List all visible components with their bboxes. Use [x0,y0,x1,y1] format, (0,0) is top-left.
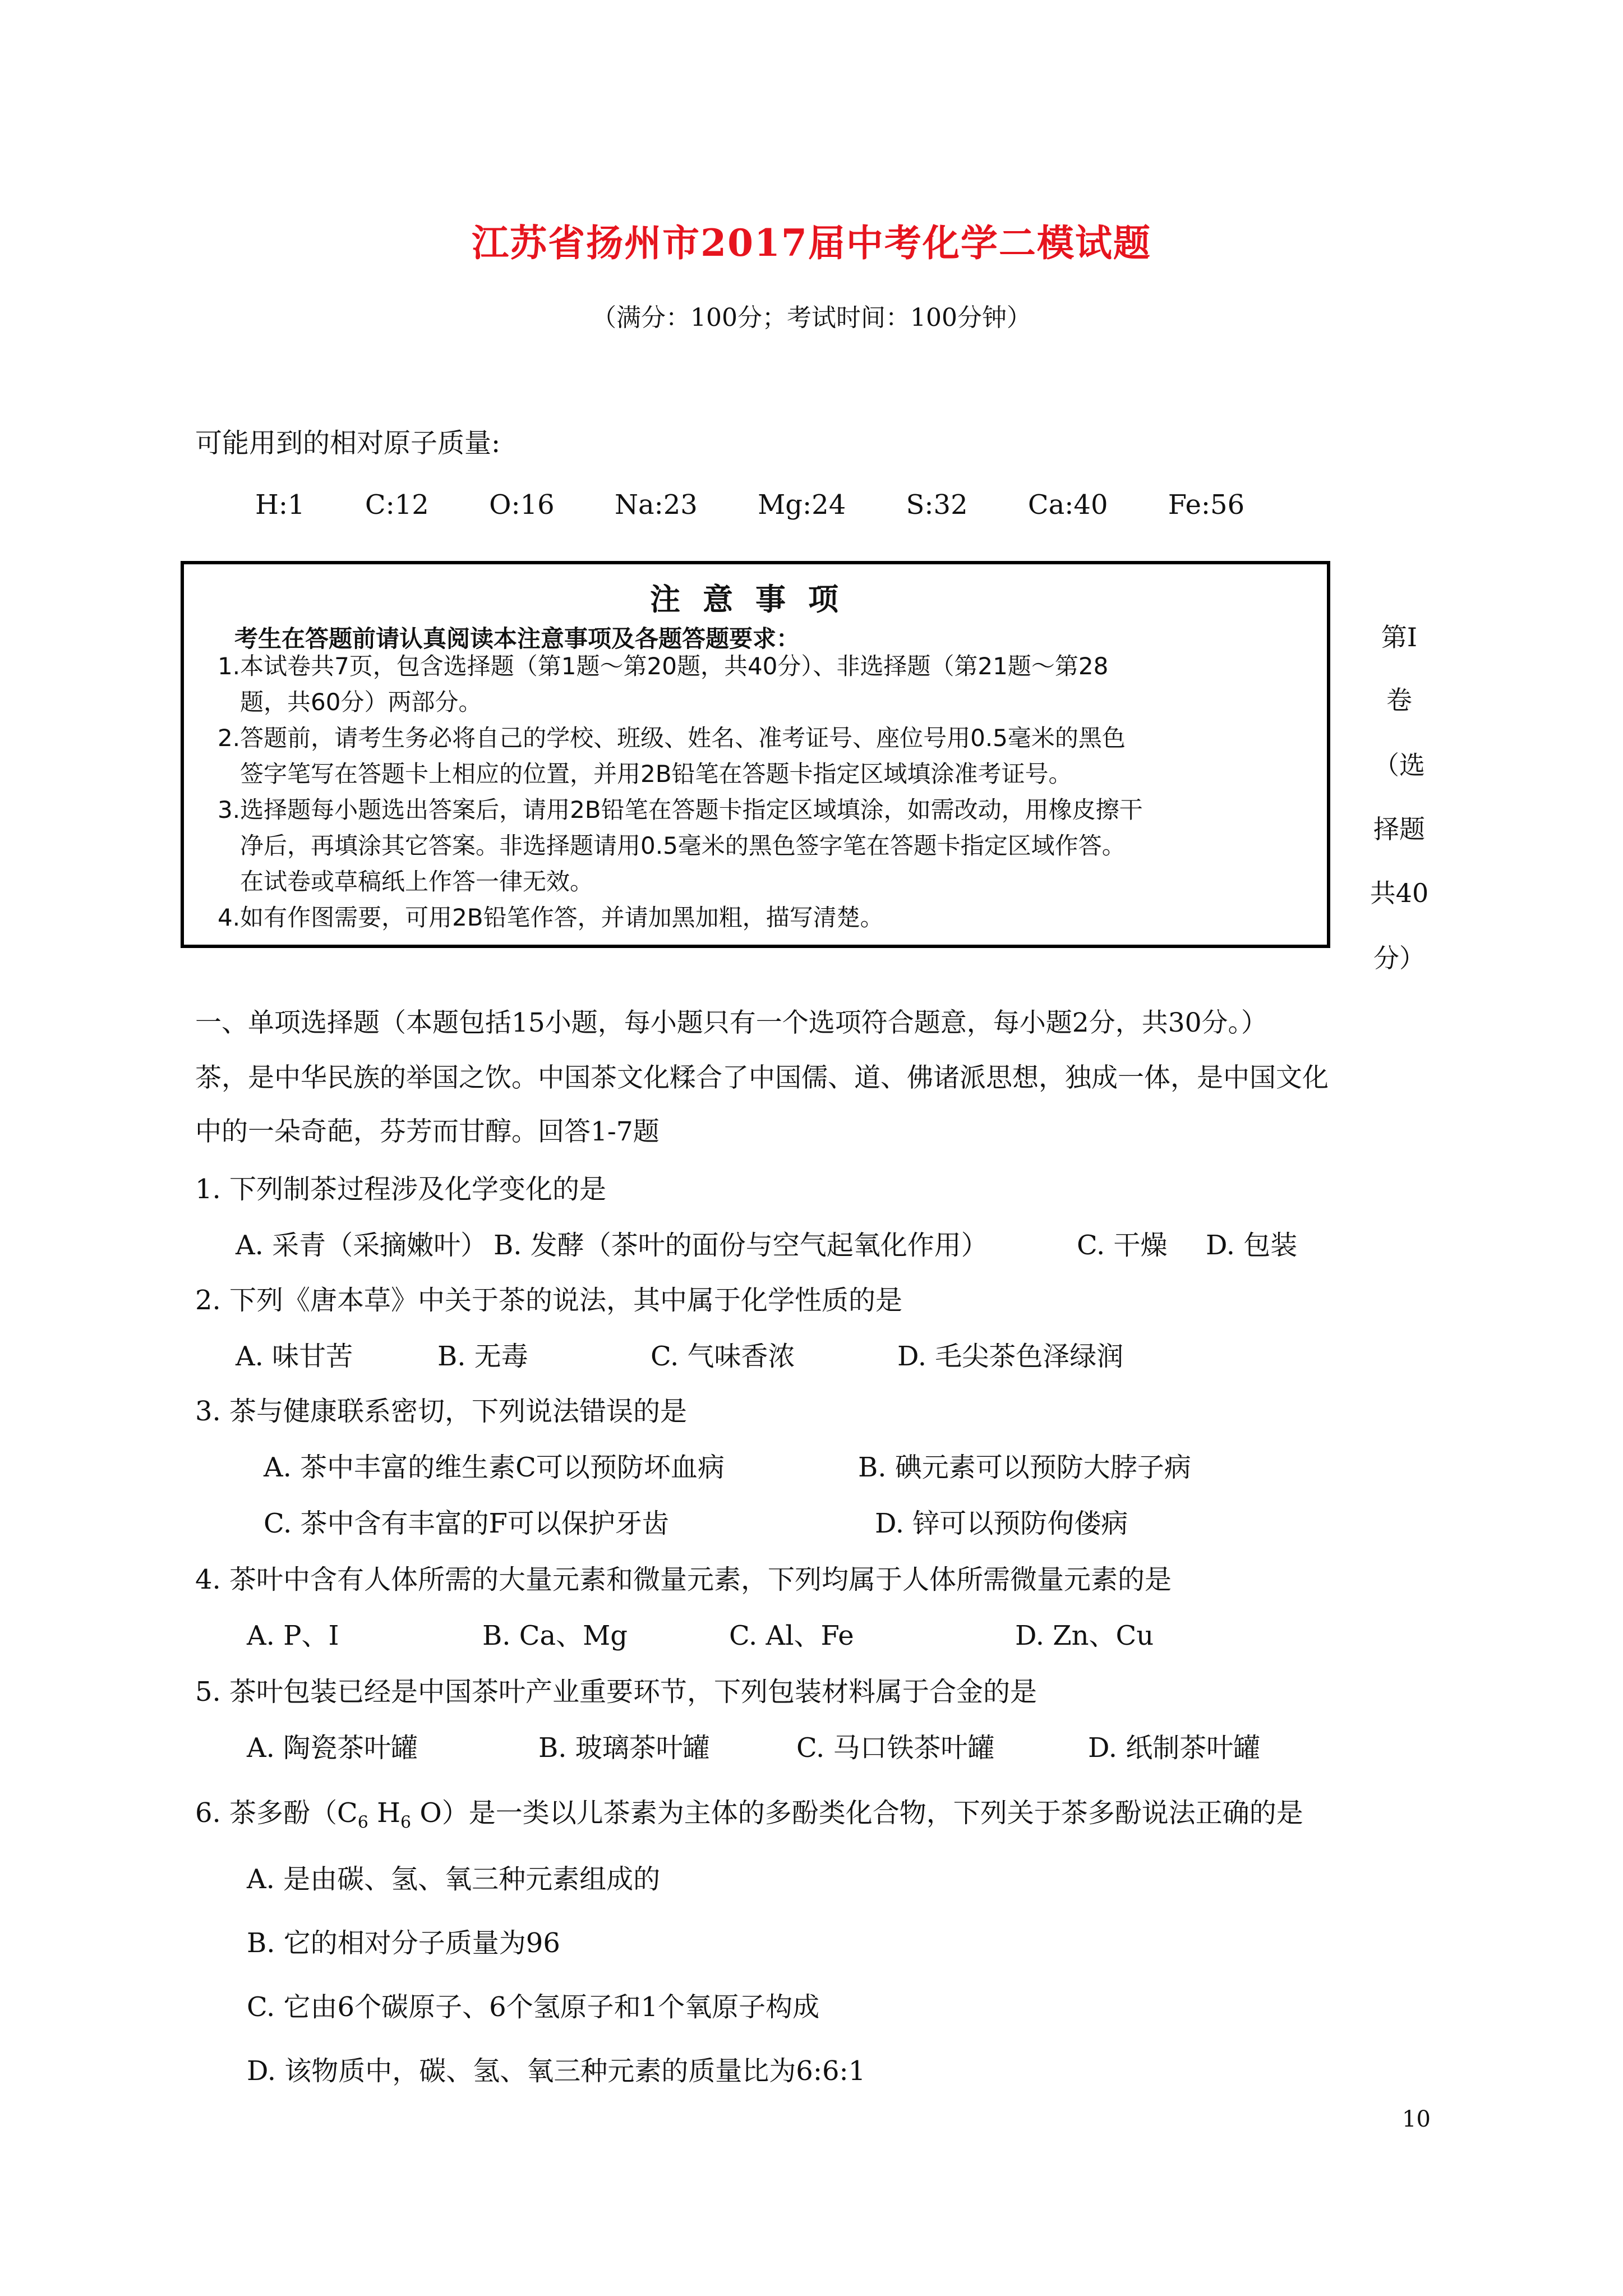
atomic-mass-item: S:32 [906,489,968,521]
question-option: C. 干燥 [1077,1230,1168,1261]
question-option: C. 它由6个碳原子、6个氢原子和1个氧原子构成 [247,1991,820,2023]
notice-line: 题，共60分）两部分。 [240,688,482,716]
question-option: A. 采青（采摘嫩叶） [236,1230,488,1261]
section-heading: 一、单项选择题（本题包括15小题，每小题只有一个选项符合题意，每小题2分，共30分。） [195,1007,1268,1038]
atomic-mass-item: Mg:24 [758,489,846,521]
question-option: A. 茶中丰富的维生素C可以预防坏血病 [264,1452,725,1483]
side-label-line: 共40 [1370,878,1429,908]
subscript: 6 [400,1812,412,1833]
question-option: A. 陶瓷茶叶罐 [247,1732,418,1764]
question-option: B. 它的相对分子质量为96 [247,1927,560,1959]
atomic-mass-item: C:12 [365,489,429,521]
question-option: A. 是由碳、氢、氧三种元素组成的 [247,1864,661,1895]
exam-info: （满分：100分；考试时间：100分钟） [592,303,1031,332]
atomic-mass-item: H:1 [255,489,305,521]
question-option: D. 锌可以预防佝偻病 [875,1508,1128,1539]
question-option: D. 毛尖茶色泽绿润 [897,1341,1124,1372]
question-stem [195,1795,1303,1841]
question-stem: 4. 茶叶中含有人体所需的大量元素和微量元素，下列均属于人体所需微量元素的是 [195,1564,1172,1595]
section-intro: 中的一朵奇葩，芬芳而甘醇。回答1-7题 [195,1116,660,1147]
side-label-line: 卷 [1386,685,1412,715]
question-option: A. P、I [247,1620,339,1651]
notice-line: 在试卷或草稿纸上作答一律无效。 [240,868,594,895]
notice-line: 2.答题前，请考生务必将自己的学校、班级、姓名、准考证号、座位号用0.5毫米的黑色 [218,724,1126,752]
question-stem-part: O）是一类以儿茶素为主体的多酚类化合物，下列关于茶多酚说法正确的是 [411,1797,1303,1829]
notice-subtitle: 考生在答题前请认真阅读本注意事项及各题答题要求： [234,625,800,652]
question-option: C. Al、Fe [729,1620,854,1651]
atomic-mass-item: O:16 [489,489,555,521]
section-intro: 茶，是中华民族的举国之饮。中国茶文化糅合了中国儒、道、佛诸派思想，独成一体，是中国文化 [195,1062,1329,1093]
question-stem: 3. 茶与健康联系密切，下列说法错误的是 [195,1396,688,1427]
question-option: B. 发酵（茶叶的面份与空气起氧化作用） [494,1230,988,1261]
question-stem: 2. 下列《唐本草》中关于茶的说法，其中属于化学性质的是 [195,1285,903,1316]
question-option: C. 气味香浓 [651,1341,795,1372]
notice-title: 注意事项 [650,581,861,617]
question-option: D. 纸制茶叶罐 [1088,1732,1261,1764]
notice-box [181,561,1330,948]
side-label-line: 择题 [1373,814,1425,844]
question-stem: 1. 下列制茶过程涉及化学变化的是 [195,1174,607,1205]
question-option: C. 马口铁茶叶罐 [796,1732,995,1764]
notice-line: 净后，再填涂其它答案。非选择题请用0.5毫米的黑色签字笔在答题卡指定区域作答。 [240,832,1126,859]
atomic-mass-item: Ca:40 [1027,489,1108,521]
side-label-line: 分） [1373,943,1425,973]
question-option: C. 茶中含有丰富的F可以保护牙齿 [264,1508,669,1539]
question-option: B. Ca、Mg [482,1620,628,1651]
subscript: 6 [357,1812,368,1833]
atomic-mass-item: Na:23 [614,489,698,521]
question-stem-part: 6. 茶多酚（C [195,1797,358,1829]
question-option: B. 碘元素可以预防大脖子病 [858,1452,1191,1483]
notice-line: 3.选择题每小题选出答案后，请用2B铅笔在答题卡指定区域填涂，如需改动，用橡皮擦干 [218,796,1143,823]
question-option: B. 玻璃茶叶罐 [538,1732,710,1764]
page-title: 江苏省扬州市2017届中考化学二模试题 [472,221,1151,265]
atomic-mass-list [255,489,1296,521]
question-option: D. 该物质中，碳、氢、氧三种元素的质量比为6:6:1 [247,2055,866,2087]
side-label-line: （选 [1373,750,1425,780]
atomic-mass-item: Fe:56 [1168,489,1245,521]
question-option: A. 味甘苦 [236,1341,353,1372]
notice-line: 签字笔写在答题卡上相应的位置，并用2B铅笔在答题卡指定区域填涂准考证号。 [240,760,1072,788]
question-option: B. 无毒 [437,1341,528,1372]
notice-line: 4.如有作图需要，可用2B铅笔作答，并请加黑加粗，描写清楚。 [218,904,884,931]
atomic-mass-label: 可能用到的相对原子质量: [195,427,501,459]
page-number: 10 [1402,2106,1431,2132]
side-label-line: 第Ⅰ [1381,622,1418,652]
question-option: D. Zn、Cu [1015,1620,1154,1651]
notice-line: 1.本试卷共7页，包含选择题（第1题～第20题，共40分）、非选择题（第21题～第28 [218,652,1109,680]
question-option: D. 包装 [1206,1230,1298,1261]
question-stem: 5. 茶叶包装已经是中国茶叶产业重要环节，下列包装材料属于合金的是 [195,1676,1038,1708]
question-stem-part: H [368,1797,401,1829]
